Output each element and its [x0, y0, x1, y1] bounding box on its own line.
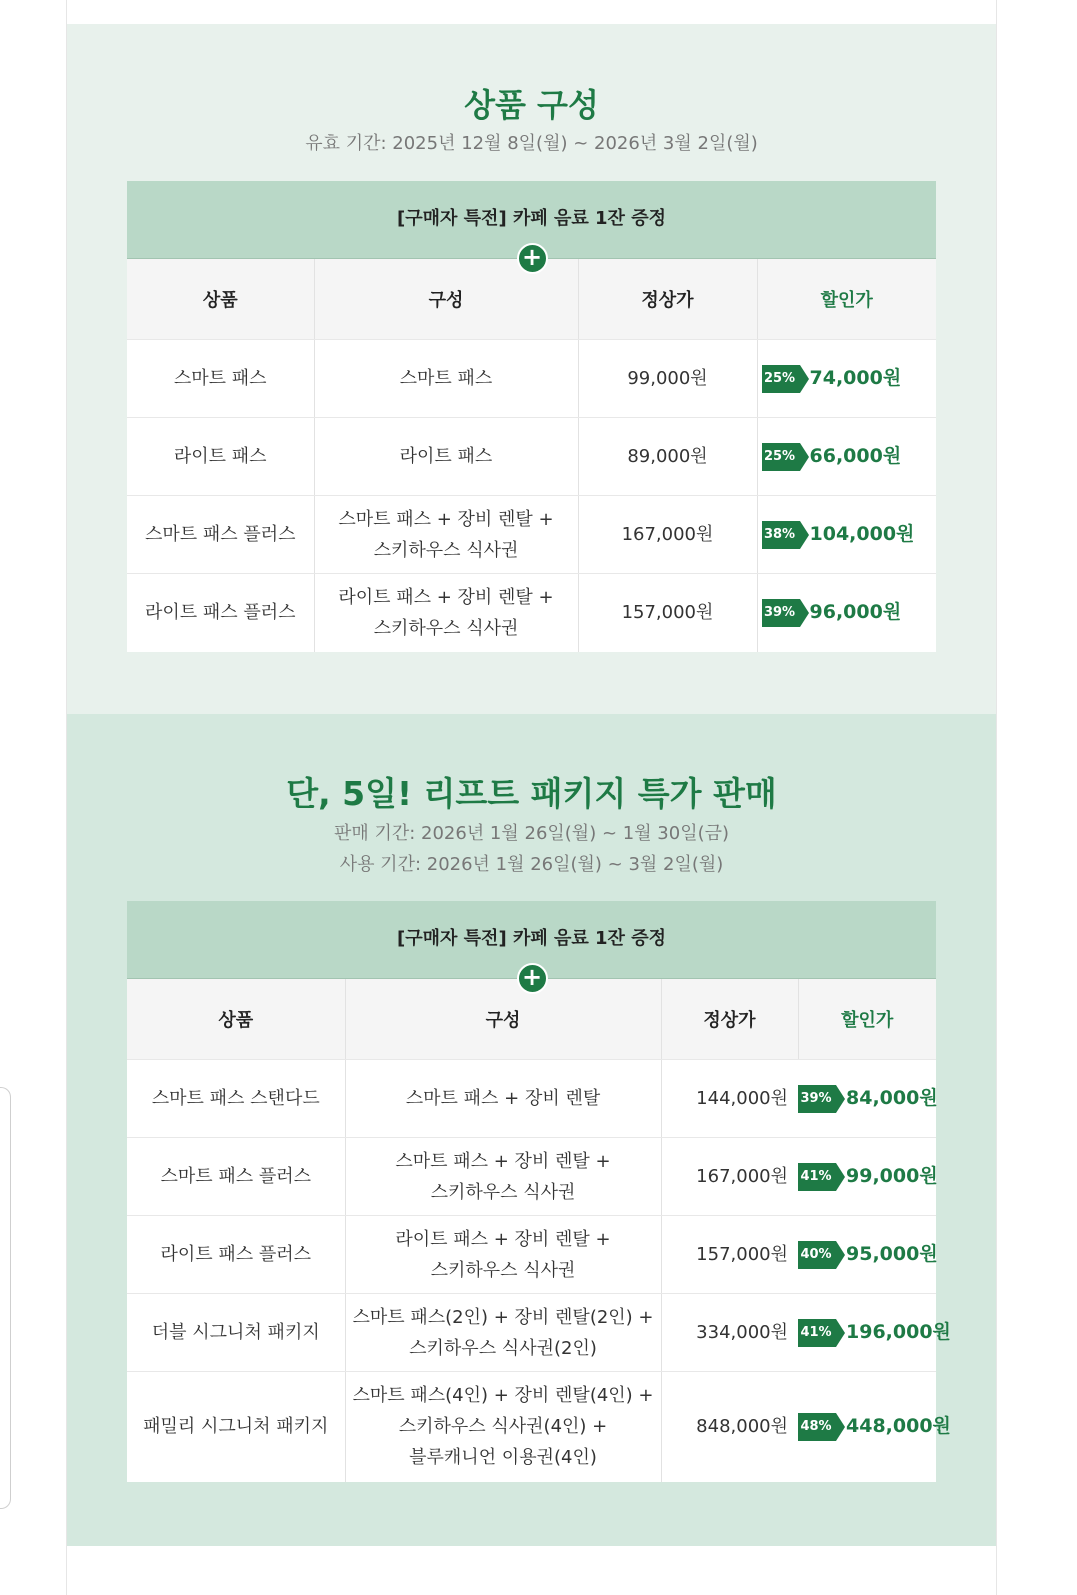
page-container: [66, 0, 997, 1595]
validity-period: 유효 기간: 2025년 12월 8일(월) ~ 2026년 3월 2일(월): [305, 133, 758, 154]
table-row: [127, 496, 936, 574]
arrow-right-badge-icon: 25%: [762, 443, 800, 471]
header-product: 상품: [127, 259, 314, 340]
header-composition: 구성: [345, 979, 661, 1060]
discount-price: 74,000원: [809, 367, 902, 389]
header-regular-price: 정상가: [661, 979, 798, 1060]
discount-price: 95,000원: [846, 1243, 938, 1265]
regular-price: 334,000원: [661, 1294, 798, 1372]
composition: 라이트 패스: [314, 418, 578, 496]
regular-price: 144,000원: [661, 1060, 798, 1138]
composition: 라이트 패스 + 장비 렌탈 + 스키하우스 식사권: [345, 1216, 661, 1294]
discount-cell: [757, 418, 936, 496]
product-name: 라이트 패스: [127, 418, 314, 496]
plus-circle-icon: +: [517, 963, 548, 994]
composition: 스마트 패스: [314, 340, 578, 418]
arrow-right-badge-icon: 41%: [798, 1163, 836, 1191]
composition: 스마트 패스(2인) + 장비 렌탈(2인) + 스키하우스 식사권(2인): [345, 1294, 661, 1372]
table-row: [127, 574, 936, 652]
plus-circle-icon: +: [517, 243, 548, 274]
table-row: [127, 1216, 936, 1294]
arrow-right-badge-icon: 39%: [762, 599, 800, 627]
product-name: 스마트 패스 플러스: [127, 1138, 345, 1216]
price-table-2: [127, 901, 951, 1482]
composition: 스마트 패스 + 장비 렌탈: [345, 1060, 661, 1138]
header-discount-price: 할인가: [798, 979, 936, 1060]
discount-price: 196,000원: [846, 1321, 951, 1343]
table-row: [127, 1372, 936, 1482]
product-name: 스마트 패스 플러스: [127, 496, 314, 574]
product-name: 스마트 패스: [127, 340, 314, 418]
regular-price: 167,000원: [661, 1138, 798, 1216]
arrow-right-badge-icon: 40%: [798, 1241, 836, 1269]
regular-price: 89,000원: [578, 418, 757, 496]
table-row: [127, 418, 936, 496]
header-regular-price: 정상가: [578, 259, 757, 340]
regular-price: 157,000원: [661, 1216, 798, 1294]
product-composition-section: [67, 24, 996, 714]
package-table: [127, 979, 951, 1482]
table-row: [127, 1138, 936, 1216]
discount-cell: [757, 340, 936, 418]
buyer-benefit-banner: [127, 181, 936, 271]
section-title: 단, 5일! 리프트 패키지 특가 판매: [286, 774, 777, 813]
product-name: 스마트 패스 스탠다드: [127, 1060, 345, 1138]
discount-cell: [798, 1060, 936, 1138]
table-row: [127, 1294, 936, 1372]
discount-cell: [757, 574, 936, 652]
discount-cell: [757, 496, 936, 574]
lift-package-section: [67, 714, 996, 1546]
discount-price: 99,000원: [846, 1165, 938, 1187]
regular-price: 157,000원: [578, 574, 757, 652]
arrow-right-badge-icon: 48%: [798, 1413, 836, 1441]
buyer-benefit-banner: [127, 901, 936, 991]
section-title: 상품 구성: [464, 86, 599, 124]
side-drawer-handle[interactable]: [0, 1087, 11, 1509]
composition: 라이트 패스 + 장비 렌탈 + 스키하우스 식사권: [314, 574, 578, 652]
sale-period: 판매 기간: 2026년 1월 26일(월) ~ 1월 30일(금): [333, 823, 730, 844]
table-row: [127, 1060, 936, 1138]
discount-price: 448,000원: [846, 1415, 951, 1438]
table-row: [127, 340, 936, 418]
header-product: 상품: [127, 979, 345, 1060]
product-table: [127, 259, 936, 652]
regular-price: 99,000원: [578, 340, 757, 418]
arrow-right-badge-icon: 41%: [798, 1319, 836, 1347]
discount-cell: [798, 1372, 951, 1482]
composition: 스마트 패스(4인) + 장비 렌탈(4인) + 스키하우스 식사권(4인) + 블루캐니언 이용권(4인): [345, 1372, 661, 1482]
discount-cell: [798, 1138, 936, 1216]
product-name: 더블 시그니처 패키지: [127, 1294, 345, 1372]
discount-cell: [798, 1216, 936, 1294]
header-composition: 구성: [314, 259, 578, 340]
arrow-right-badge-icon: 38%: [762, 521, 800, 549]
composition: 스마트 패스 + 장비 렌탈 + 스키하우스 식사권: [345, 1138, 661, 1216]
discount-price: 84,000원: [846, 1087, 938, 1109]
product-name: 라이트 패스 플러스: [127, 574, 314, 652]
usage-period: 사용 기간: 2026년 1월 26일(월) ~ 3월 2일(월): [339, 854, 724, 875]
composition: 스마트 패스 + 장비 렌탈 + 스키하우스 식사권: [314, 496, 578, 574]
discount-price: 66,000원: [809, 445, 902, 467]
header-discount-price: 할인가: [757, 259, 936, 340]
regular-price: 167,000원: [578, 496, 757, 574]
benefit-text: [구매자 특전] 카페 음료 1잔 증정: [397, 928, 666, 949]
arrow-right-badge-icon: 39%: [798, 1085, 836, 1113]
product-name: 패밀리 시그니처 패키지: [127, 1372, 345, 1482]
benefit-text: [구매자 특전] 카페 음료 1잔 증정: [397, 208, 666, 229]
regular-price: 848,000원: [696, 1416, 788, 1438]
price-table-1: [127, 181, 936, 652]
arrow-right-badge-icon: 25%: [762, 365, 800, 393]
discount-cell: [798, 1294, 951, 1372]
product-name: 라이트 패스 플러스: [127, 1216, 345, 1294]
discount-price: 104,000원: [809, 523, 915, 545]
discount-price: 96,000원: [809, 601, 902, 624]
